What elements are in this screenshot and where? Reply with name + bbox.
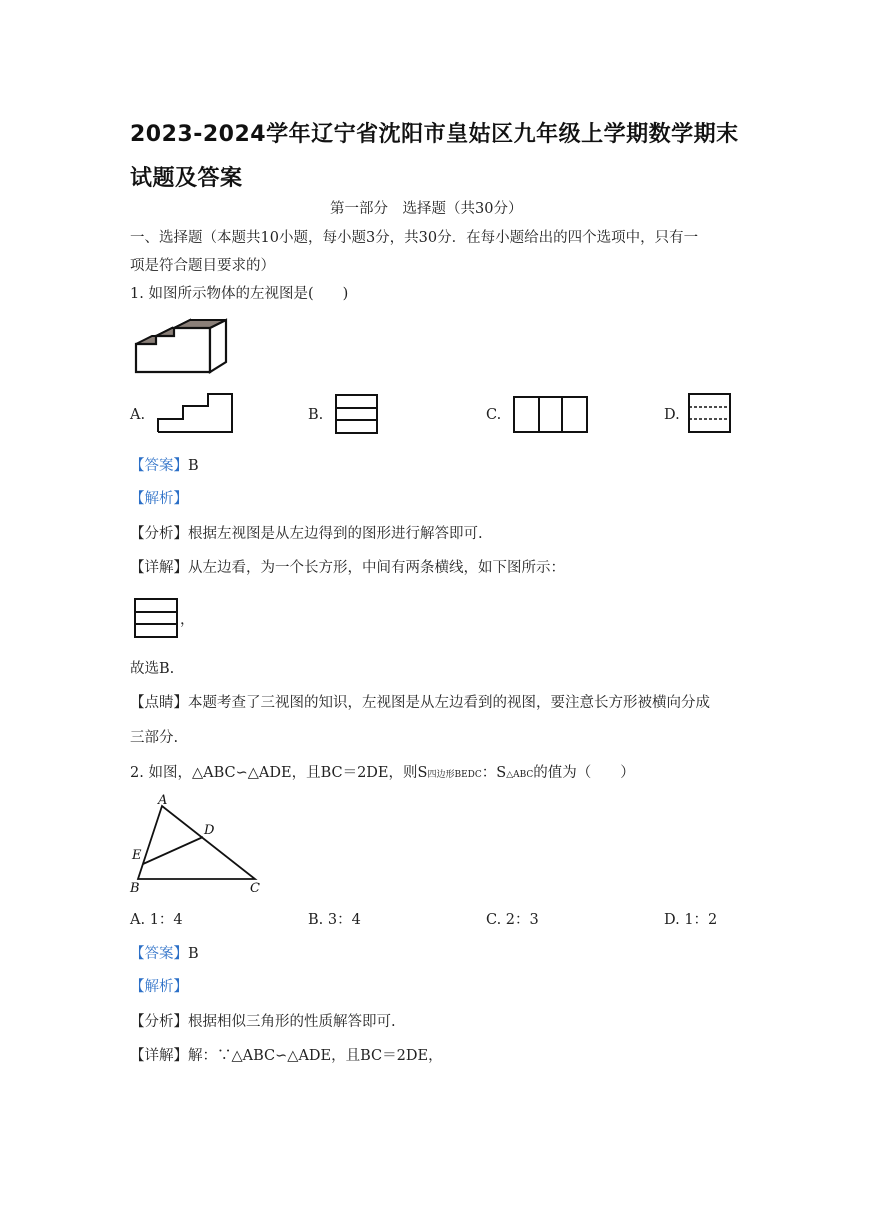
triangle-figure [128, 792, 268, 897]
q1-xiangjie-line [130, 558, 565, 578]
q1-option-c-figure [513, 396, 589, 436]
vertex-e-label: E [132, 848, 142, 863]
answer-tag: 【答案】 [130, 946, 188, 962]
q1-option-c-label: C. [486, 407, 502, 423]
vertex-b-label: B [130, 881, 140, 896]
q2-option-c: C. 2：3 [486, 912, 539, 928]
xiangjie-text: 解：∵△ABC∽△ADE，且BC＝2DE， [188, 1048, 443, 1064]
fenxi-text: 根据相似三角形的性质解答即可. [188, 1014, 396, 1030]
answer-value: B [188, 458, 199, 474]
q2-stem-text-2: ：S [481, 765, 507, 781]
vertex-d-label: D [204, 823, 215, 838]
q1-conclusion: 故选B. [130, 661, 175, 677]
section-intro: 一、选择题（本题共10小题，每小题3分，共30分．在每小题给出的四个选项中，只有一 [130, 230, 699, 246]
q1-analysis-tag: 【解析】 [130, 491, 188, 507]
q1-option-a-label: A. [130, 407, 146, 423]
section-intro-cont: 项是符合题目要求的） [130, 258, 275, 274]
q2-option-b: B. 3：4 [308, 912, 361, 928]
fenxi-text: 根据左视图是从左边得到的图形进行解答即可. [188, 526, 483, 542]
xiangjie-text: 从左边看，为一个长方形，中间有两条横线，如下图所示： [188, 560, 565, 576]
answer-value: B [188, 946, 199, 962]
answer-tag: 【答案】 [130, 458, 188, 474]
dianjing-tag: 【点睛】 [130, 695, 188, 711]
dianjing-text: 本题考查了三视图的知识，左视图是从左边看到的视图，要注意长方形被横向分成 [188, 695, 710, 711]
q2-answer-line [130, 944, 199, 964]
page-title-line2: 试题及答案 [130, 166, 243, 191]
q1-option-d-figure [688, 393, 732, 435]
xiangjie-tag: 【详解】 [130, 560, 188, 576]
xiangjie-tag: 【详解】 [130, 1048, 188, 1064]
q2-xiangjie-line [130, 1046, 443, 1066]
staircase-figure [132, 316, 232, 376]
q2-subscript-tri: △ABC [506, 770, 534, 780]
q2-fenxi-line [130, 1012, 396, 1032]
q2-analysis-tag: 【解析】 [130, 979, 188, 995]
q1-dianjing-line [130, 693, 710, 713]
vertex-a-label: A [158, 793, 168, 808]
q1-option-d-label: D. [664, 407, 680, 423]
q1-option-b-label: B. [308, 407, 324, 423]
part-heading: 第一部分 选择题（共30分） [330, 201, 523, 217]
q2-option-d: D. 1：2 [664, 912, 718, 928]
q2-subscript-quad: 四边形BEDC [427, 770, 482, 780]
q1-fenxi-line [130, 524, 483, 544]
question-1-stem: 1. 如图所示物体的左视图是( ) [130, 286, 349, 302]
q2-option-a: A. 1：4 [130, 912, 183, 928]
q1-option-b-figure [335, 394, 379, 436]
fenxi-tag: 【分析】 [130, 526, 188, 542]
q1-dianjing-cont: 三部分. [130, 730, 179, 746]
q1-option-a-figure [157, 392, 233, 434]
q2-stem-text: 2. 如图，△ABC∽△ADE，且BC＝2DE，则S [130, 765, 428, 781]
q1-answer-line [130, 456, 199, 476]
left-view-figure [134, 598, 180, 640]
vertex-c-label: C [250, 881, 260, 896]
fenxi-tag: 【分析】 [130, 1014, 188, 1030]
q2-stem-text-3: 的值为（ ） [533, 765, 635, 781]
question-2-stem [130, 763, 635, 785]
page-title: 2023-2024学年辽宁省沈阳市皇姑区九年级上学期数学期末 [130, 122, 739, 147]
figure-comma: ， [180, 612, 195, 628]
